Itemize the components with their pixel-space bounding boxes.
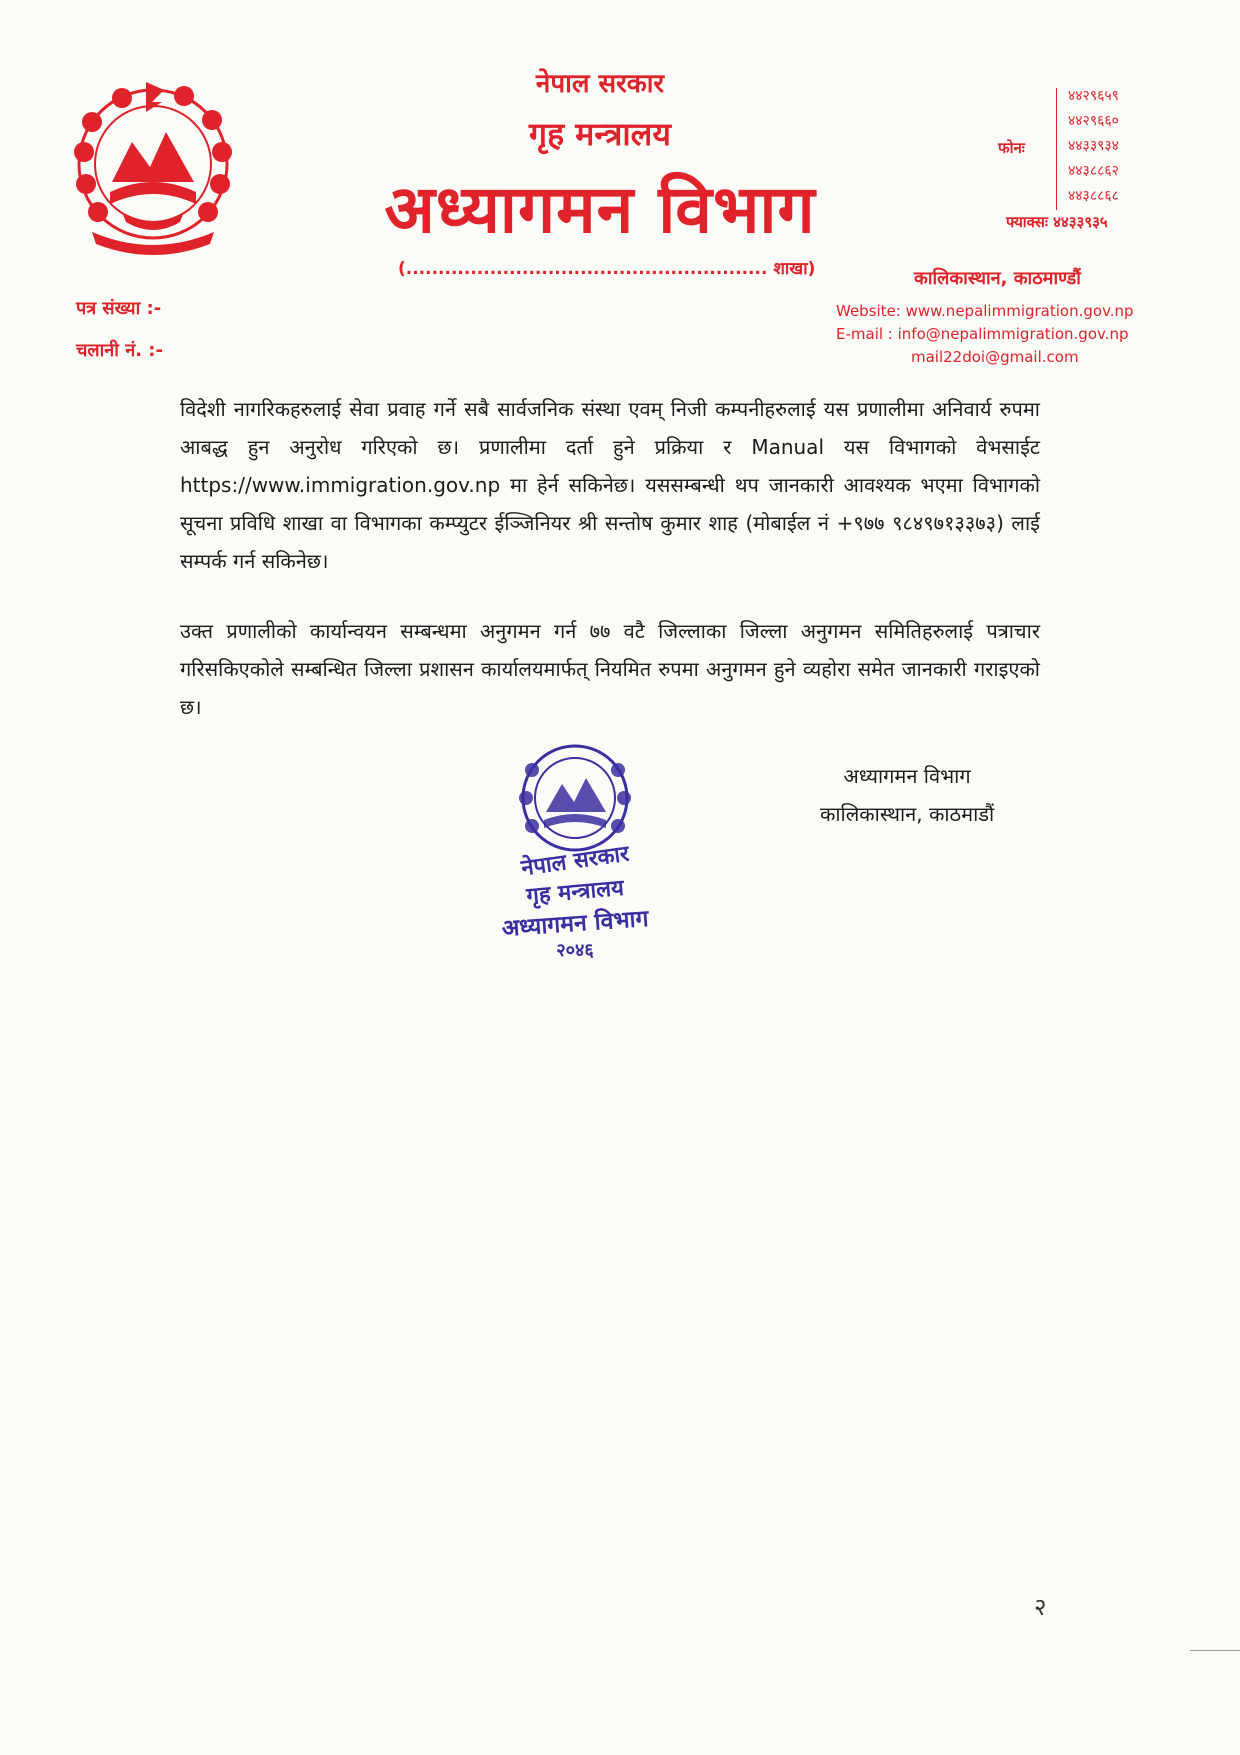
signature-department: अध्यागमन विभाग	[843, 764, 971, 788]
stamp-ministry: गृह मन्त्रालय	[525, 875, 625, 910]
phone-number: ४४३८८६२	[1068, 163, 1119, 179]
phone-number: ४४३३९३४	[1068, 138, 1119, 154]
phone-label: फोनः	[998, 139, 1025, 157]
email-secondary: mail22doi@gmail.com	[911, 348, 1079, 366]
phone-list	[1068, 84, 1119, 209]
dispatch-number: चलानी नं. :-	[76, 340, 163, 361]
signature-block	[820, 757, 994, 833]
body-paragraph-1: विदेशी नागरिकहरुलाई सेवा प्रवाह गर्ने सबै सार्वजनिक संस्था एवम् निजी कम्पनीहरुलाई यस प्रणालीमा अनिवार्य रुपमा आबद्ध हुन अनुरोध गरिएको छ। प्रणालीमा दर्ता हुने प्रक्रिया र Manual यस विभागको वेभसाईट https://www.immigration.gov.np मा हेर्न सकिनेछ। यससम्बन्धी थप जानकारी आवश्यक भएमा विभागको सूचना प्रविधि शाखा वा विभागका कम्प्युटर ईञ्जिनियर श्री सन्तोष कुमार शाह (मोबाईल नं +९७७ ९८४९७१३३७३) लाई सम्पर्क गर्न सकिनेछ।	[180, 397, 1040, 573]
stamp-government: नेपाल सरकार	[519, 841, 631, 882]
government-heading: नेपाल सरकार	[535, 69, 665, 99]
phone-divider	[1056, 88, 1057, 210]
branch-line: (........................................................ शाखा)	[398, 259, 816, 279]
ministry-heading: गृह मन्त्रालय	[529, 115, 671, 153]
nepal-emblem-icon	[62, 72, 244, 258]
website-line: Website: www.nepalimmigration.gov.np	[836, 302, 1134, 320]
contact-block	[836, 300, 1134, 369]
signature-address: कालिकास्थान, काठमाडौं	[820, 802, 995, 826]
reference-number: पत्र संख्या :-	[76, 298, 162, 319]
body-paragraph-2: उक्त प्रणालीको कार्यान्वयन सम्बन्धमा अनुगमन गर्न ७७ वटै जिल्लाका जिल्ला अनुगमन समितिहरुलाई पत्राचार गरिसकिएकोले सम्बन्धित जिल्ला प्रशासन कार्यालयमार्फत् नियमित रुपमा अनुगमन हुने व्यहोरा समेत जानकारी गराइएको छ।	[180, 619, 1040, 719]
page-number: २	[1034, 1593, 1047, 1621]
fax-number: फ्याक्सः ४४३३९३५	[1006, 213, 1108, 231]
scan-edge-line	[1190, 1650, 1240, 1651]
phone-number: ४४३८८६८	[1068, 188, 1119, 204]
phone-number: ४४२९६६०	[1068, 113, 1119, 129]
office-address: कालिकास्थान, काठमाण्डौं	[914, 268, 1081, 289]
department-heading: अध्यागमन विभाग	[384, 171, 816, 248]
phone-number: ४४२९६५९	[1068, 88, 1119, 104]
stamp-department: अध्यागमन विभाग	[501, 905, 650, 943]
stamp-year: २०४६	[556, 940, 594, 961]
email-line: E-mail : info@nepalimmigration.gov.np	[836, 325, 1129, 343]
